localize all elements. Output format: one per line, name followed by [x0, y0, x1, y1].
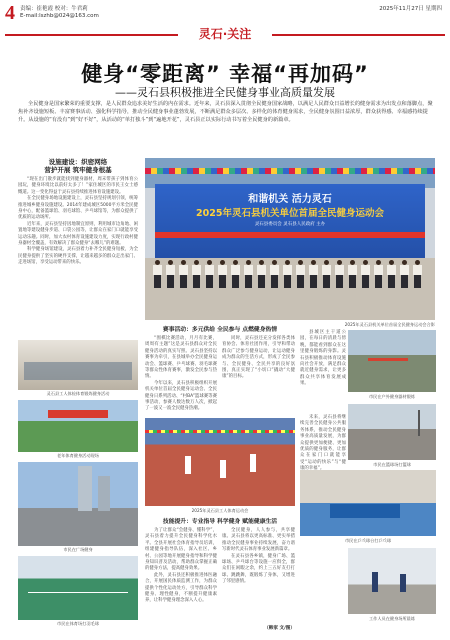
col2-heading: 赛事活动：多元供给 全民参与 点燃健身热情 — [162, 327, 278, 333]
section-title: 灵石·关注 — [178, 26, 272, 43]
banner-slogan: 和谐机关 活力灵石 — [248, 194, 332, 205]
lead-paragraph: 全民健身是国家繁荣的重要支撑，是人民群众追求美好生活的内在需求。近年来，灵石县深入贯彻全民健身国家战略，以满足人民群众日益增长的健身需求为出发点和落脚点，聚焦补齐设施短板、丰富赛事活动、强化科学指导，推动全民健身事业蓬勃发展，不断满足群众多层次、多样化的体育健身需求，全民健身氛围日益浓厚，群众获得感、幸福感持续提升。从设施的“有没有”到“好不好”，从活动的“单打独斗”到“遍地开花”，灵石县正以实际行动书写着全民健身的新篇章。 — [18, 101, 433, 124]
caption-right-3: 市民在乒乓球台打乒乓球 — [344, 538, 392, 543]
caption-left-1: 灵石县工人体检体育锻炼健身活动 — [46, 391, 110, 396]
main-headline: 健身“零距离” 幸福“再加码” — [81, 62, 369, 86]
issue-date: 2025年11月27日 星期四 — [379, 6, 442, 12]
group-photo — [145, 158, 435, 320]
col3-body — [300, 330, 346, 410]
photo-basketball-court — [348, 404, 436, 460]
flag-string — [145, 168, 435, 174]
paragraph: 县城区主干道公园，在每日的清晨与傍晚，都能看到群众在这里健身锻炼的身影。灵石县积极推动体育设施向社会开放，满足群众就近健身需求，让更多群众共享体育发展成果。 — [300, 330, 346, 387]
col2-body-b — [222, 336, 295, 408]
paragraph: “现在出门散步就能找到健身器材，周末带孩子到体育公园玩，健身环境比以前好太多了！”家住城区的市民王女士感慨道。这一变化得益于灵石县持续推进体育设施建设。 — [18, 177, 138, 195]
banner-red-strip — [155, 232, 425, 238]
caption-left-2: 老年体育健身活动现场 — [57, 453, 99, 458]
paragraph: 未来，灵石县将继续完善全民健身公共服务体系，推动全民健身事业高质量发展，为群众提供更加便捷、更加优质的健身服务，让群众在家门口就能享受“运动的快乐”与“健康的幸福”。 — [300, 415, 346, 472]
col1-heading-2: 营护开展 筑牢健身根基 — [44, 166, 112, 174]
caption-right-1: 市民在户外健身器材锻炼 — [368, 394, 416, 399]
col1-heading-1: 设施建设：织密网络 — [48, 158, 108, 166]
author-signoff: （韩家 文/图） — [264, 626, 295, 631]
caption-left-3: 市民在广场健身 — [63, 547, 93, 552]
editor-line: 责编：崔艳霞 校对：牛君莉 — [20, 6, 88, 12]
caption-right-4: 工作人员在健身场所晨练 — [368, 616, 416, 621]
col4-body-a — [145, 528, 217, 628]
photo-elderly-exercise — [18, 400, 138, 452]
paragraph: 同时，灵石县还充分发挥各类体育协会、体育社团作用，引导和带动群众广泛参与健身运动，让运动健身成为群众的生活方式，形成了全民参与、全民健身、全民共享的良好氛围，真正实现了“小切口”撬动“大健康”的目标。 — [222, 336, 295, 380]
caption-mid: 2025年灵石县工人体育运动会 — [191, 508, 249, 513]
paragraph: 近年来，灵石县坚持因地制宜原则，利用城市边角地、闲置地等建设健身步道、口袋公园等，让群众在家门口就能享受运动乐趣。同时，加大农村体育设施建设力度，实现行政村健身器材全覆盖，有效解决了群众健身“去哪儿”的难题。 — [18, 221, 138, 247]
paragraph: 此外，灵石县还积极推进体医融合，开展国民体质监测工作，为群众提供个性化运动处方，引导群众科学健身、理性健身，不断提升健康素养，让科学健身理念深入人心。 — [145, 572, 217, 604]
sub-headline: ——灵石县积极推进全民健身事业高质量发展 — [115, 86, 335, 99]
col4-heading: 技能提升：专业指导 科学健身 赋能健康生活 — [162, 519, 278, 525]
photo-badminton — [18, 556, 138, 620]
email-line: E-mail:lszhb@024@163.com — [20, 13, 99, 19]
paragraph: 为了让群众“会健身、懂科学”，灵石县着力提升全民健身科学化水平。全县开展社会体育指导员培训，组建健身指导队伍，深入社区、乡村、公园等地开展健身指导和科学健身知识普及活动，帮助群众掌握正确的健身方法，提高健身效果。 — [145, 528, 217, 572]
col4-body-b — [222, 528, 295, 622]
photo-sports-meet — [145, 418, 295, 506]
photo-morning-exercise — [348, 548, 436, 614]
caption-right-2: 市民在篮球场打篮球 — [373, 462, 411, 467]
col3-body-b — [300, 415, 346, 472]
paragraph: 全民健身，人人参与，共享健康。灵石县将以更高标准、更实举措推动全民健身事业持续发展，奋力谱写新时代灵石体育事业发展新篇章。 — [222, 528, 295, 553]
photo-square — [18, 462, 138, 546]
photo-table-tennis — [300, 470, 436, 536]
caption-left-4: 市民在体育场打羽毛球 — [57, 621, 99, 626]
paragraph: 在灵石县各乡镇，健身广场、篮球场、乒乓球台等设施一应俱全，群众们在闲暇之余，约上三五好友打打球、跳跳舞，既锻炼了身体，又增进了邻里感情。 — [222, 553, 295, 585]
participants — [153, 250, 431, 300]
page-number: 4 — [5, 2, 15, 24]
paragraph: 科学健身场馆建设，灵石县着力补齐全民健身短板，为全民健身提供了坚实的硬件支撑，让越来越多的群众走出家门、走进场馆，享受运动带来的快乐。 — [18, 247, 138, 266]
photo-indoor-checkup — [18, 340, 138, 390]
paragraph: “围棋比赛活动，月月有比赛，周周有主题”这是灵石县群众对全民健身活动的真实写照。灵石县坚持以赛事为牵引，在县城举办全民健身运动会、篮球赛、乒乓球赛、羽毛球赛等群众性体育赛事，激发全民参与热情。 — [145, 336, 217, 380]
banner-organizer: 灵石县委员会 灵石县人民政府 主办 — [254, 222, 326, 227]
photo-fitness-equipment — [348, 330, 436, 392]
main-photo-caption: 2025年灵石县机关单位首届全民健身运动会合影 — [344, 322, 435, 327]
paragraph: 在全民健身场地设施建设上，灵石县坚持规划引领，统筹推进城乡健身设施建设。2014年建成城区5000平方米全民健身中心，配备篮球馆、羽毛球馆、乒乓球馆等，为群众提供了优质的运动场所。 — [18, 196, 138, 221]
col2-body-a — [145, 336, 217, 412]
banner-title: 2025年灵石县机关单位首届全民健身运动会 — [196, 208, 384, 219]
col1-body — [18, 177, 138, 335]
paragraph: 今年以来，灵石县积极组织开展机关单位首届全民健身运动会、全民健身日系列活动、“村BA”篮球赛等赛事活动，参赛人数达数万人次，掀起了一波又一波全民健身热潮。 — [145, 380, 217, 412]
